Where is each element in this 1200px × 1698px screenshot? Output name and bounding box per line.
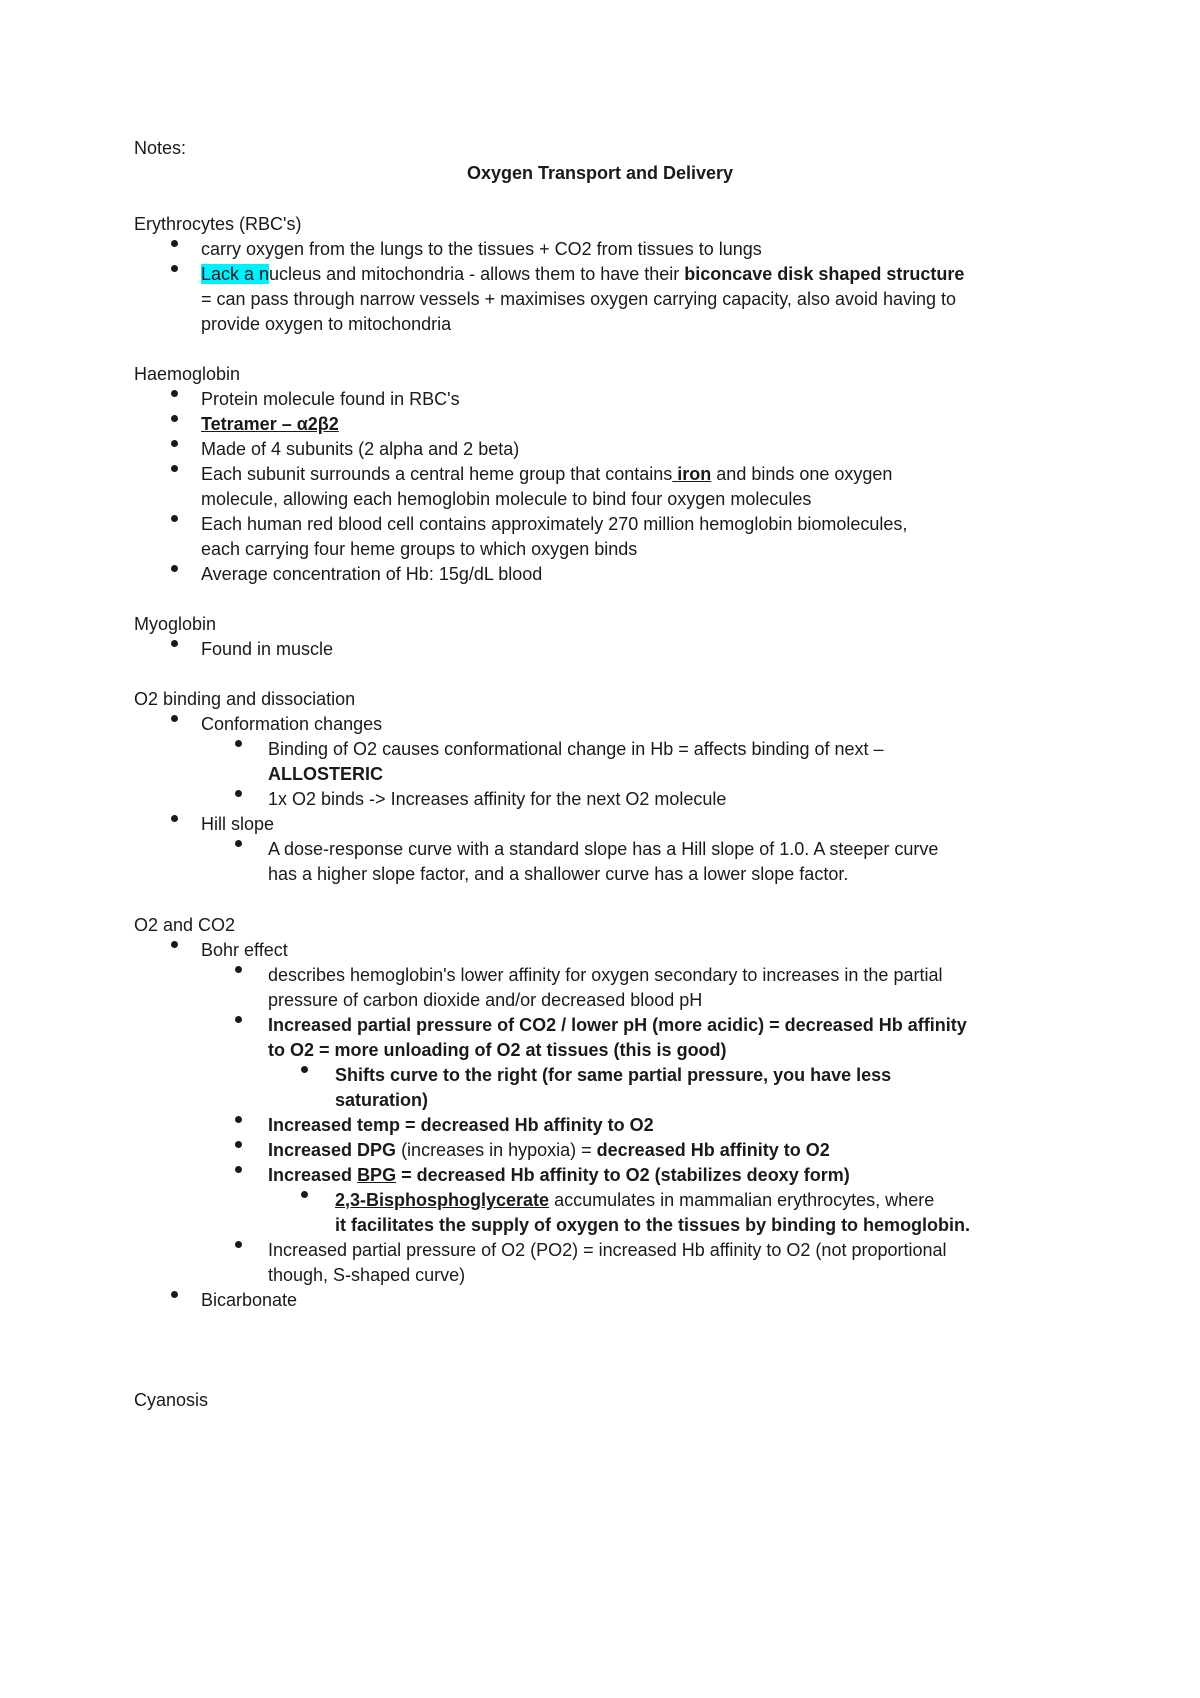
haemoglobin-bullet-5-line-2: each carrying four heme groups to which oxygen binds <box>201 539 638 559</box>
highlighted-text: Lack a n <box>201 264 270 284</box>
haemoglobin-bullet-2: Tetramer – α2β2 <box>201 414 339 434</box>
bullet <box>171 941 178 948</box>
haemoglobin-bullet-4: Each subunit surrounds a central heme group that contains iron and binds one oxygen <box>201 464 893 484</box>
binding-sub-1-line-2: ALLOSTERIC <box>268 764 383 784</box>
haemoglobin-bullet-3: Made of 4 subunits (2 alpha and 2 beta) <box>201 439 520 459</box>
erythrocytes-bullet-1: carry oxygen from the lungs to the tissues + CO2 from tissues to lungs <box>201 239 762 259</box>
bullet <box>171 390 178 397</box>
bohr-sub-2: Increased partial pressure of CO2 / lower pH (more acidic) = decreased Hb affinity <box>268 1015 967 1035</box>
bicarbonate-bullet: Bicarbonate <box>201 1290 298 1310</box>
page-title: Oxygen Transport and Delivery <box>466 163 734 183</box>
cyanosis-heading: Cyanosis <box>134 1390 209 1410</box>
sub-sub-bullet <box>301 1191 308 1198</box>
haemoglobin-bullet-5: Each human red blood cell contains approximately 270 million hemoglobin biomolecules, <box>201 514 908 534</box>
sub-bullet <box>235 1141 242 1148</box>
erythrocytes-bullet-2: Lack a nucleus and mitochondria - allows them to have their biconcave disk shaped structure <box>201 264 965 284</box>
bohr-sub-6: Increased partial pressure of O2 (PO2) = increased Hb affinity to O2 (not proportional <box>268 1240 947 1260</box>
binding-sub-3: A dose-response curve with a standard slope has a Hill slope of 1.0. A steeper curve <box>268 839 939 859</box>
binding-sub-1: Binding of O2 causes conformational change in Hb = affects binding of next – <box>268 739 884 759</box>
bullet <box>171 640 178 647</box>
bullet <box>171 440 178 447</box>
sub-bullet <box>235 740 242 747</box>
bohr-effect-bullet: Bohr effect <box>201 940 288 960</box>
bullet <box>171 515 178 522</box>
bohr-sub-6-line-2: though, S-shaped curve) <box>268 1265 466 1285</box>
erythrocytes-bullet-2-line-2: = can pass through narrow vessels + maximises oxygen carrying capacity, also avoid having to <box>201 289 957 309</box>
o2co2-heading: O2 and CO2 <box>134 915 236 935</box>
bohr-sub-2-line-2: to O2 = more unloading of O2 at tissues (this is good) <box>268 1040 727 1060</box>
bullet <box>171 240 178 247</box>
bullet <box>171 265 178 272</box>
bullet <box>171 415 178 422</box>
bohr-sub-4: Increased DPG (increases in hypoxia) = decreased Hb affinity to O2 <box>268 1140 830 1160</box>
binding-sub-3-line-2: has a higher slope factor, and a shallower curve has a lower slope factor. <box>268 864 849 884</box>
bullet <box>171 815 178 822</box>
sub-bullet <box>235 1016 242 1023</box>
erythrocytes-heading: Erythrocytes (RBC's) <box>134 214 302 234</box>
bullet <box>171 715 178 722</box>
sub-bullet <box>235 840 242 847</box>
sub-bullet <box>235 1166 242 1173</box>
bohr-sub-2-sub: Shifts curve to the right (for same partial pressure, you have less <box>335 1065 892 1085</box>
bullet <box>171 565 178 572</box>
haemoglobin-bullet-6: Average concentration of Hb: 15g/dL blood <box>201 564 543 584</box>
bohr-sub-5-sub-line-2: it facilitates the supply of oxygen to the tissues by binding to hemoglobin. <box>335 1215 971 1235</box>
erythrocytes-bullet-2-line-3: provide oxygen to mitochondria <box>201 314 452 334</box>
bohr-sub-5: Increased BPG = decreased Hb affinity to O2 (stabilizes deoxy form) <box>268 1165 850 1185</box>
bohr-sub-1: describes hemoglobin's lower affinity for oxygen secondary to increases in the partial <box>268 965 943 985</box>
bohr-sub-3: Increased temp = decreased Hb affinity to O2 <box>268 1115 654 1135</box>
sub-sub-bullet <box>301 1066 308 1073</box>
sub-bullet <box>235 1116 242 1123</box>
myoglobin-bullet-1: Found in muscle <box>201 639 334 659</box>
haemoglobin-heading: Haemoglobin <box>134 364 241 384</box>
bohr-sub-2-sub-line-2: saturation) <box>335 1090 429 1110</box>
sub-bullet <box>235 1241 242 1248</box>
haemoglobin-bullet-1: Protein molecule found in RBC's <box>201 389 460 409</box>
notes-label: Notes: <box>134 138 187 158</box>
binding-bullet-2: Hill slope <box>201 814 275 834</box>
binding-sub-2: 1x O2 binds -> Increases affinity for the next O2 molecule <box>268 789 727 809</box>
haemoglobin-bullet-4-line-2: molecule, allowing each hemoglobin molecule to bind four oxygen molecules <box>201 489 812 509</box>
binding-heading: O2 binding and dissociation <box>134 689 356 709</box>
bullet <box>171 465 178 472</box>
binding-bullet-1: Conformation changes <box>201 714 383 734</box>
sub-bullet <box>235 790 242 797</box>
bohr-sub-1-line-2: pressure of carbon dioxide and/or decreased blood pH <box>268 990 703 1010</box>
sub-bullet <box>235 966 242 973</box>
bohr-sub-5-sub: 2,3-Bisphosphoglycerate accumulates in mammalian erythrocytes, where <box>335 1190 935 1210</box>
bullet <box>171 1291 178 1298</box>
myoglobin-heading: Myoglobin <box>134 614 217 634</box>
